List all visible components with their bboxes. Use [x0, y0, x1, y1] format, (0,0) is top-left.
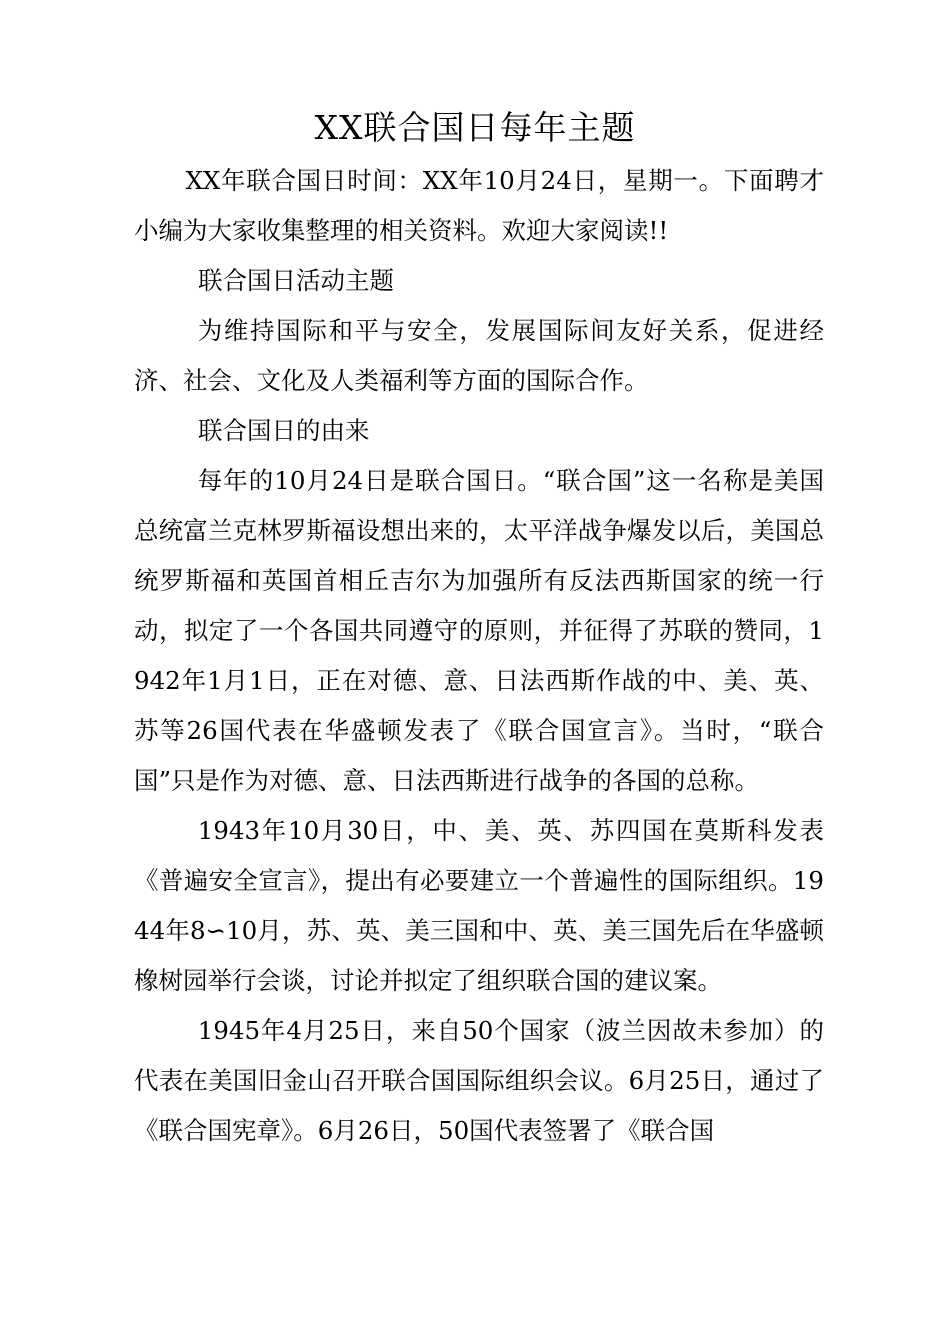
intro-paragraph: XX年联合国日时间：XX年10月24日，星期一。下面聘才小编为大家收集整理的相关资料。欢迎大家阅读!! — [134, 166, 824, 245]
section-heading-theme: 联合国日活动主题 — [198, 266, 394, 295]
origin-paragraph-1: 每年的10月24日是联合国日。“联合国”这一名称是美国总统富兰克林罗斯福设想出来的，太平洋战争爆发以后，美国总统罗斯福和英国首相丘吉尔为加强所有反法西斯国家的统一行动，拟定了一个各国共同遵守的原则，并征得了苏联的赞同，1942年1月1日，正在对德、意、日法西斯作战的中、美、英、苏等26国代表在华盛顿发表了《联合国宣言》。当时，“联合国”只是作为对德、意、日法西斯进行战争的各国的总称。 — [134, 466, 824, 795]
section-heading-origin: 联合国日的由来 — [198, 416, 370, 445]
theme-paragraph: 为维持国际和平与安全，发展国际间友好关系，促进经济、社会、文化及人类福利等方面的国际合作。 — [134, 316, 824, 395]
origin-paragraph-3: 1945年4月25日，来自50个国家（波兰因故未参加）的代表在美国旧金山召开联合国国际组织会议。6月25日，通过了《联合国宪章》。6月26日，50国代表签署了《联合国 — [134, 1016, 824, 1145]
document-body — [134, 156, 824, 1156]
document-title: XX联合国日每年主题 — [314, 108, 636, 147]
origin-paragraph-2: 1943年10月30日，中、美、英、苏四国在莫斯科发表《普遍安全宣言》，提出有必要建立一个普遍性的国际组织。1944年8∽10月，苏、英、美三国和中、英、美三国先后在华盛顿橡树园举行会谈，讨论并拟定了组织联合国的建议案。 — [134, 816, 824, 995]
